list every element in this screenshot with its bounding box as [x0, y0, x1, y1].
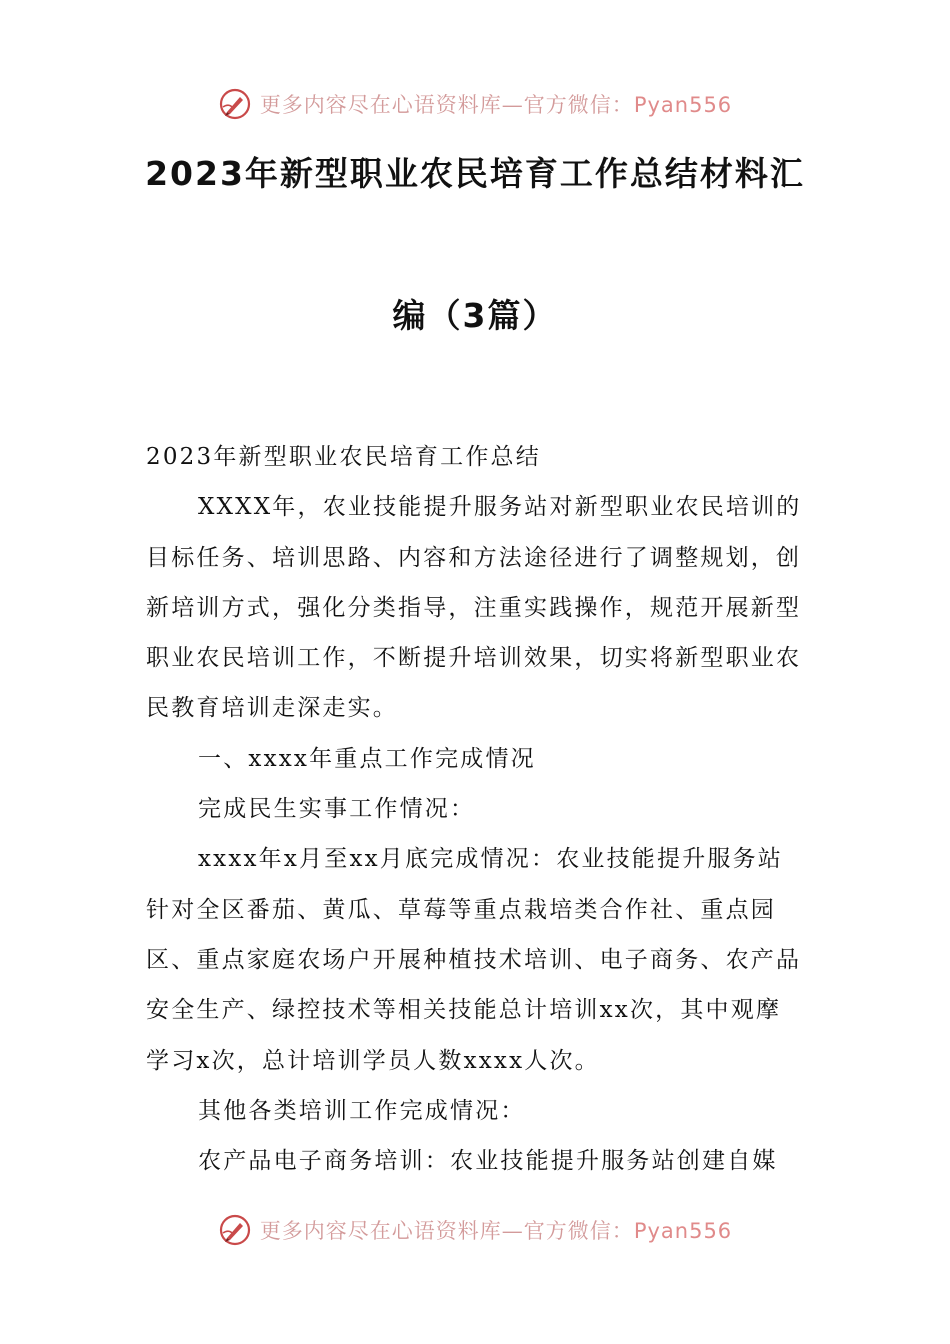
document-title-line-2: 编（3篇） [392, 296, 558, 335]
pen-logo-icon [218, 87, 252, 121]
watermark-footer [0, 1210, 950, 1250]
watermark-text: 更多内容尽在心语资料库—官方微信：Pyan556 [259, 1219, 733, 1243]
pen-logo-icon [218, 1213, 252, 1247]
document-title-line-1: 2023年新型职业农民培育工作总结材料汇 [145, 154, 805, 193]
watermark-text: 更多内容尽在心语资料库—官方微信：Pyan556 [259, 93, 733, 117]
paragraph: xxxx年x月至xx月底完成情况：农业技能提升服务站针对全区番茄、黄瓜、草莓等重点栽培类合作社、重点园区、重点家庭农场户开展种植技术培训、电子商务、农产品安全生产、绿控技术等相关技能总计培训xx次，其中观摩学习x次，总计培训学员人数xxxx人次。 [146, 846, 802, 1074]
paragraph: 其他各类培训工作完成情况： [198, 1097, 526, 1124]
section-heading: 2023年新型职业农民培育工作总结 [146, 444, 541, 470]
document-body [146, 432, 806, 1186]
paragraph: XXXX年，农业技能提升服务站对新型职业农民培训的目标任务、培训思路、内容和方法途径进行了调整规划，创新培训方式，强化分类指导，注重实践操作，规范开展新型职业农民培训工作，不断提升培训效果，切实将新型职业农民教育培训走深走实。 [146, 494, 802, 722]
paragraph: 农产品电子商务培训：农业技能提升服务站创建自媒 [198, 1148, 778, 1175]
paragraph: 完成民生实事工作情况： [198, 796, 476, 823]
watermark-header [0, 84, 950, 124]
subsection-heading: 一、xxxx年重点工作完成情况 [198, 745, 536, 772]
